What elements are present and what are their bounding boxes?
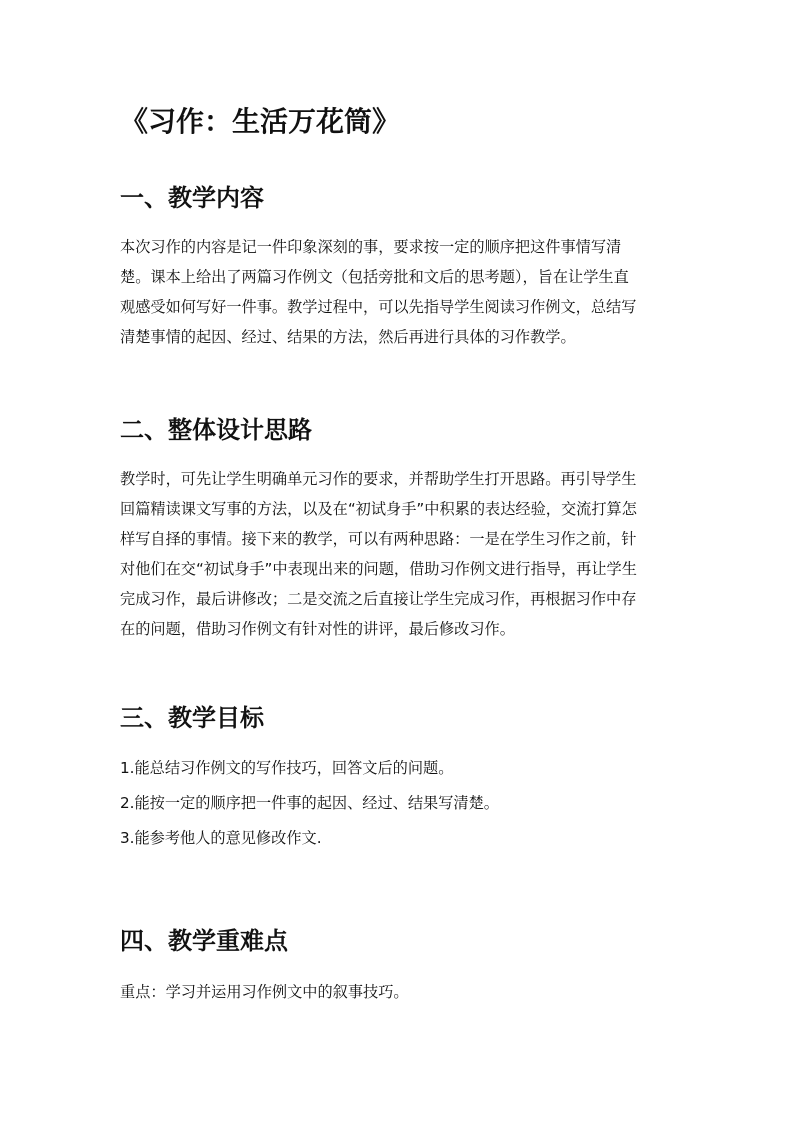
- paragraph-line: 在的问题，借助习作例文有针对性的讲评，最后修改习作。: [120, 620, 515, 638]
- goal-item: 1.能总结习作例文的写作技巧，回答文后的问题。: [120, 759, 454, 777]
- paragraph-line: 教学时，可先让学生明确单元习作的要求，并帮助学生打开思路。再引导学生: [120, 470, 637, 488]
- document-title: 《习作：生活万花筒》: [120, 105, 401, 138]
- paragraph-line: 楚。课本上给出了两篇习作例文（包括旁批和文后的思考题），旨在让学生直: [120, 268, 629, 286]
- paragraph-line: 观感受如何写好一件事。教学过程中，可以先指导学生阅读习作例文，总结写: [120, 298, 637, 316]
- paragraph-line: 清楚事情的起因、经过、结果的方法，然后再进行具体的习作教学。: [120, 328, 576, 346]
- paragraph-line: 完成习作，最后讲修改；二是交流之后直接让学生完成习作，再根据习作中存: [120, 590, 637, 608]
- paragraph-line: 本次习作的内容是记一件印象深刻的事，要求按一定的顺序把这件事情写清: [120, 238, 622, 256]
- goal-item: 2.能按一定的顺序把一件事的起因、经过、结果写清楚。: [120, 794, 499, 812]
- section-heading-teaching-content: 一、教学内容: [120, 184, 264, 212]
- section-heading-key-difficulties: 四、教学重难点: [120, 927, 288, 955]
- paragraph-line: 对他们在交“初试身手”中表现出来的问题，借助习作例文进行指导，再让学生: [120, 560, 637, 578]
- section-paragraph-teaching-content: [120, 232, 680, 352]
- goal-item: 3.能参考他人的意见修改作文.: [120, 829, 322, 847]
- section-heading-teaching-goals: 三、教学目标: [120, 704, 264, 732]
- section-paragraph-design-approach: [120, 464, 680, 644]
- section-heading-design-approach: 二、整体设计思路: [120, 416, 312, 444]
- paragraph-line: 回篇精读课文写事的方法，以及在“初试身手”中积累的表达经验，交流打算怎: [120, 500, 637, 518]
- paragraph-line: 样写自择的事情。接下来的教学，可以有两种思路：一是在学生习作之前，针: [120, 530, 637, 548]
- key-point-item: 重点：学习并运用习作例文中的叙事技巧。: [120, 983, 409, 1001]
